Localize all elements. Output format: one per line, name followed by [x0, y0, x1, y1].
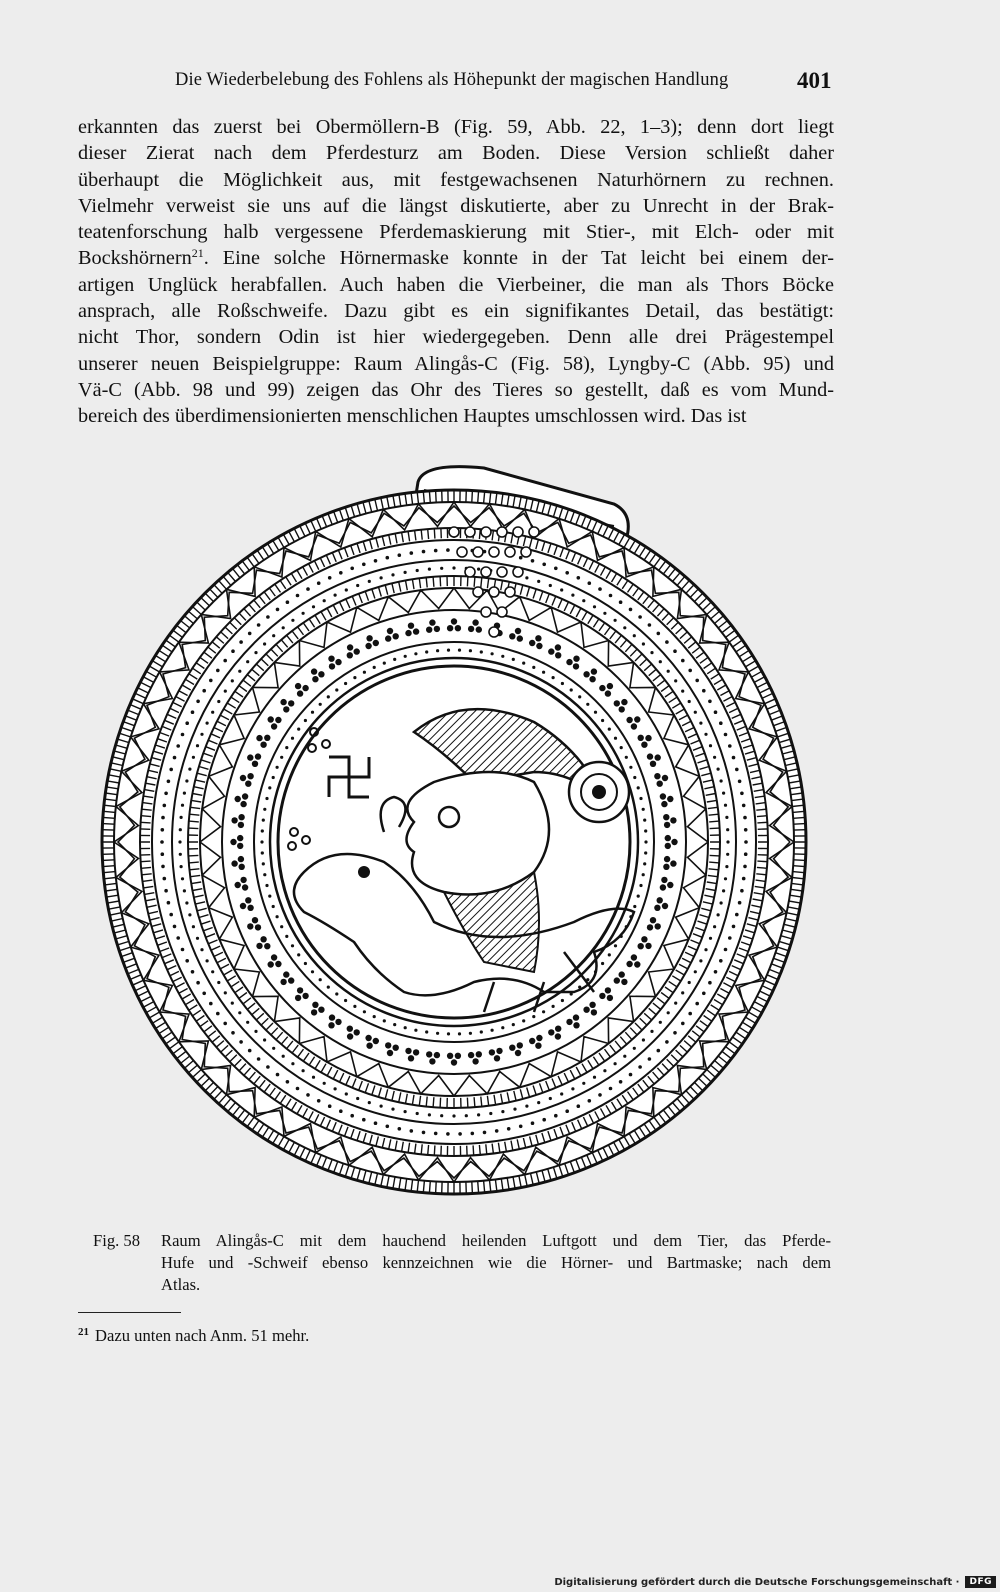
central-scene [278, 666, 634, 1018]
body-line-part: . Eine solche Hörnermaske konnte in der Tat leicht bei einem der- [203, 247, 834, 270]
footnote-text: Dazu unten nach Anm. 51 mehr. [95, 1326, 310, 1345]
body-line: artigen Unglück herabfallen. Auch haben die Vierbeiner, die man als Thors Böcke [78, 273, 834, 296]
footnote-reference[interactable]: 21 [191, 246, 204, 261]
footnote-rule [78, 1312, 181, 1313]
body-line: überhaupt die Möglichkeit aus, mit festgewachsenen Naturhörnern zu rechnen. [78, 168, 834, 191]
footnote [78, 1326, 309, 1346]
spiral-ornament [569, 762, 629, 822]
caption-line: Hufe und -Schweif ebenso kennzeichnen wie die Hörner- und Bartmaske; nach dem [161, 1253, 831, 1272]
caption-line: Raum Alingås-C mit dem hauchend heilenden Luftgott und dem Tier, das Pferde- [161, 1231, 831, 1250]
body-line: bereich des überdimensionierten menschlichen Hauptes umschlossen wird. Das ist [78, 405, 747, 428]
body-line: Vielmehr verweist sie uns auf die längst diskutierte, aber zu Unrecht in der Brak- [78, 194, 834, 217]
caption-line: Atlas. [161, 1275, 201, 1294]
body-text [78, 114, 834, 430]
body-line: nicht Thor, sondern Odin ist hier wiedergegeben. Denn alle drei Prägestempel [78, 326, 834, 349]
body-line: teatenforschung halb vergessene Pferdemaskierung mit Stier-, mit Elch- oder mit [78, 221, 834, 244]
footnote-mark: 21 [78, 1326, 89, 1338]
running-title: Die Wiederbelebung des Fohlens als Höhepunkt der magischen Handlung [175, 70, 729, 90]
body-line: ansprach, alle Roßschweife. Dazu gibt es ein signifikantes Detail, das bestätigt: [78, 300, 834, 323]
body-line-with-note [78, 245, 834, 271]
bracteate-illustration [94, 462, 814, 1202]
body-line: unserer neuen Beispielgruppe: Raum Alingås-C (Fig. 58), Lyngby-C (Abb. 95) und [78, 352, 834, 375]
body-line: Vä-C (Abb. 98 und 99) zeigen das Ohr des Tieres so gestellt, daß es vom Mund- [78, 378, 834, 401]
body-line: erkannten das zuerst bei Obermöllern-B (Fig. 59, Abb. 22, 1–3); denn dort liegt [78, 116, 834, 138]
digitization-credit [554, 1572, 1000, 1592]
digitization-text: Digitalisierung gefördert durch die Deutsche Forschungsgemeinschaft · [554, 1576, 960, 1588]
body-line-part: Bockshörnern [78, 247, 192, 270]
page-number: 401 [797, 68, 832, 93]
animal-eye [358, 866, 370, 878]
figure-label: Fig. 58 [93, 1231, 141, 1250]
bracteate-drawing [94, 462, 814, 1202]
body-line: dieser Zierat nach dem Pferdesturz am Boden. Diese Version schließt daher [78, 142, 834, 165]
dfg-logo: DFG [965, 1576, 996, 1588]
eye [439, 807, 459, 827]
caption-text [161, 1230, 831, 1296]
